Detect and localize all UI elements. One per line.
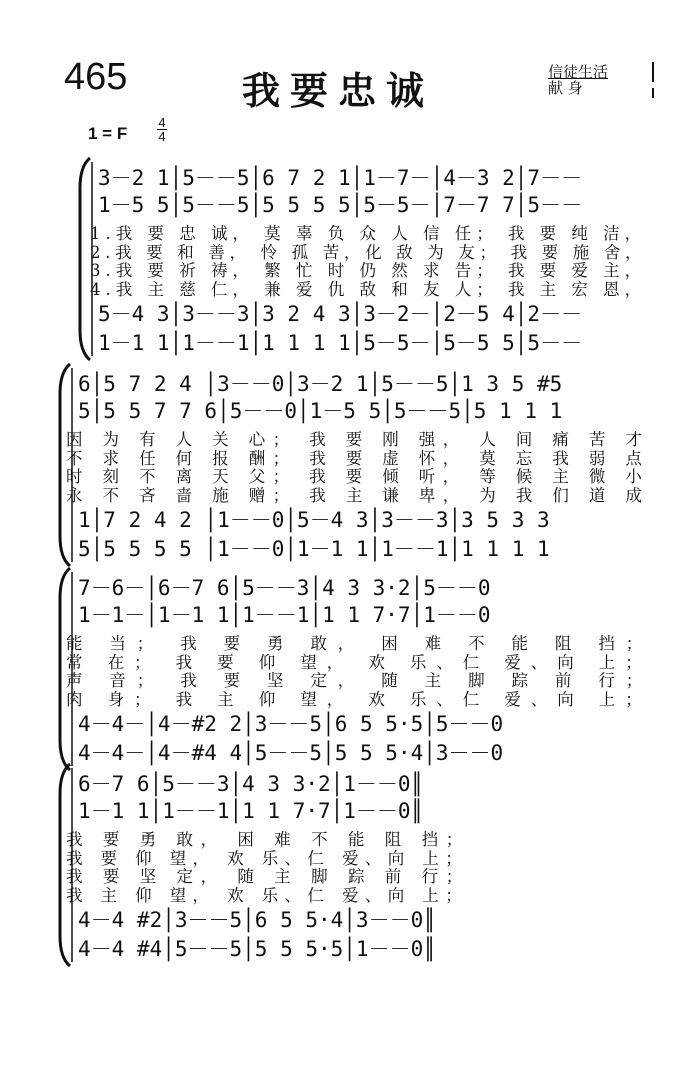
category-line-1: 信徒生活 xyxy=(548,63,609,81)
lyric-verse-3: 我 要 坚 定， 随 主 脚 踪 前 行； xyxy=(66,867,470,886)
system-bracket-1 xyxy=(80,158,90,360)
tenor-line: 4－4 #2│3－－5│6 5 5·4│3－－0║ xyxy=(78,908,436,932)
bass-line: 4－4 #4│5－－5│5 5 5·5│1－－0║ xyxy=(78,937,436,961)
soprano-line: 7－6－│6－7 6│5－－3│4 3 3·2│5－－0 xyxy=(78,576,491,600)
lyric-verse-3: 时 刻 不 离 天 父； 我 要 倾 听， 等 候 主 微 小 xyxy=(66,467,650,486)
tenor-line: 4－4－│4－#2 2│3－－5│6 5 5·5│5－－0 xyxy=(78,712,504,736)
lyric-verse-2: 常 在； 我 要 仰 望， 欢 乐、仁 爱、向 上； xyxy=(66,652,652,672)
hymn-number: 465 xyxy=(64,56,128,98)
alto-line: 1－1－│1－1 1│1－－1│1 1 7·7│1－－0 xyxy=(78,603,491,627)
soprano-line: 6│5 7 2 4 │3－－0│3－2 1│5－－5│1 3 5 #5 xyxy=(78,372,563,396)
lyric-verse-1: 能 当； 我 要 勇 敢， 困 难 不 能 阻 挡； xyxy=(66,634,654,653)
key-signature: 1 = F xyxy=(88,124,128,143)
lyric-verse-2: 2.我 要 和 善， 怜 孤 苦，化 敌 为 友； 我 要 施 舍， xyxy=(90,242,647,262)
lyric-verse-4: 永 不 吝 啬 施 赠； 我 主 谦 卑， 为 我 们 道 成 xyxy=(66,485,650,505)
lyric-verse-2: 我 要 仰 望， 欢 乐、仁 爱、向 上； xyxy=(66,848,469,868)
tenor-line: 5－4 3│3－－3│3 2 4 3│3－2－│2－5 4│2－－ xyxy=(98,302,583,326)
time-signature-bottom: 4 xyxy=(158,129,166,144)
soprano-line: 6－7 6│5－－3│4 3 3·2│1－－0║ xyxy=(78,772,424,796)
tenor-line: 1│7 2 4 2 │1－－0│5－4 3│3－－3│3 5 3 3 xyxy=(78,508,550,532)
lyric-verse-4: 4.我 主 慈 仁， 兼 爱 仇 敌 和 友 人； 我 主 宏 恩， xyxy=(90,279,647,299)
lyric-verse-3: 3.我 要 祈 祷， 繁 忙 时 仍 然 求 告； 我 要 爱 主， xyxy=(90,261,647,280)
lyric-verse-1: 1.我 要 忠 诚， 莫 辜 负 众 人 信 任； 我 要 纯 洁， xyxy=(90,224,647,243)
alto-line: 1－1 1│1－－1│1 1 7·7│1－－0║ xyxy=(78,799,424,823)
alto-line: 1－5 5│5－－5│5 5 5 5│5－5－│7－7 7│5－－ xyxy=(98,193,583,217)
lyric-verse-1: 我 要 勇 敢， 困 难 不 能 阻 挡； xyxy=(66,830,470,849)
category-line-2: 献 身 xyxy=(548,79,583,97)
lyric-verse-2: 不 求 任 何 报 酬； 我 要 虚 怀， 莫 忘 我 弱 点 xyxy=(66,448,650,468)
time-signature-top: 4 xyxy=(158,115,166,130)
hymn-title: 我要忠诚 xyxy=(242,68,435,113)
alto-line: 5│5 5 7 7 6│5－－0│1－5 5│5－－5│5 1 1 1 xyxy=(78,399,563,423)
lyric-verse-3: 声 音； 我 要 坚 定， 随 主 脚 踪 前 行； xyxy=(66,671,654,690)
bass-line: 5│5 5 5 5 │1－－0│1－1 1│1－－1│1 1 1 1 xyxy=(78,537,550,561)
lyric-verse-4: 我 主 仰 望， 欢 乐、仁 爱、向 上； xyxy=(66,885,469,905)
bass-line: 1－1 1│1－－1│1 1 1 1│5－5－│5－5 5│5－－ xyxy=(98,331,583,355)
lyric-verse-4: 肉 身； 我 主 仰 望， 欢 乐、仁 爱、向 上； xyxy=(66,689,652,709)
soprano-line: 3－2 1│5－－5│6 7 2 1│1－7－│4－3 2│7－－ xyxy=(98,166,583,190)
bass-line: 4－4－│4－#4 4│5－－5│5 5 5·4│3－－0 xyxy=(78,741,504,765)
lyric-verse-1: 因 为 有 人 关 心； 我 要 刚 强， 人 间 痛 苦 才 xyxy=(66,430,650,449)
